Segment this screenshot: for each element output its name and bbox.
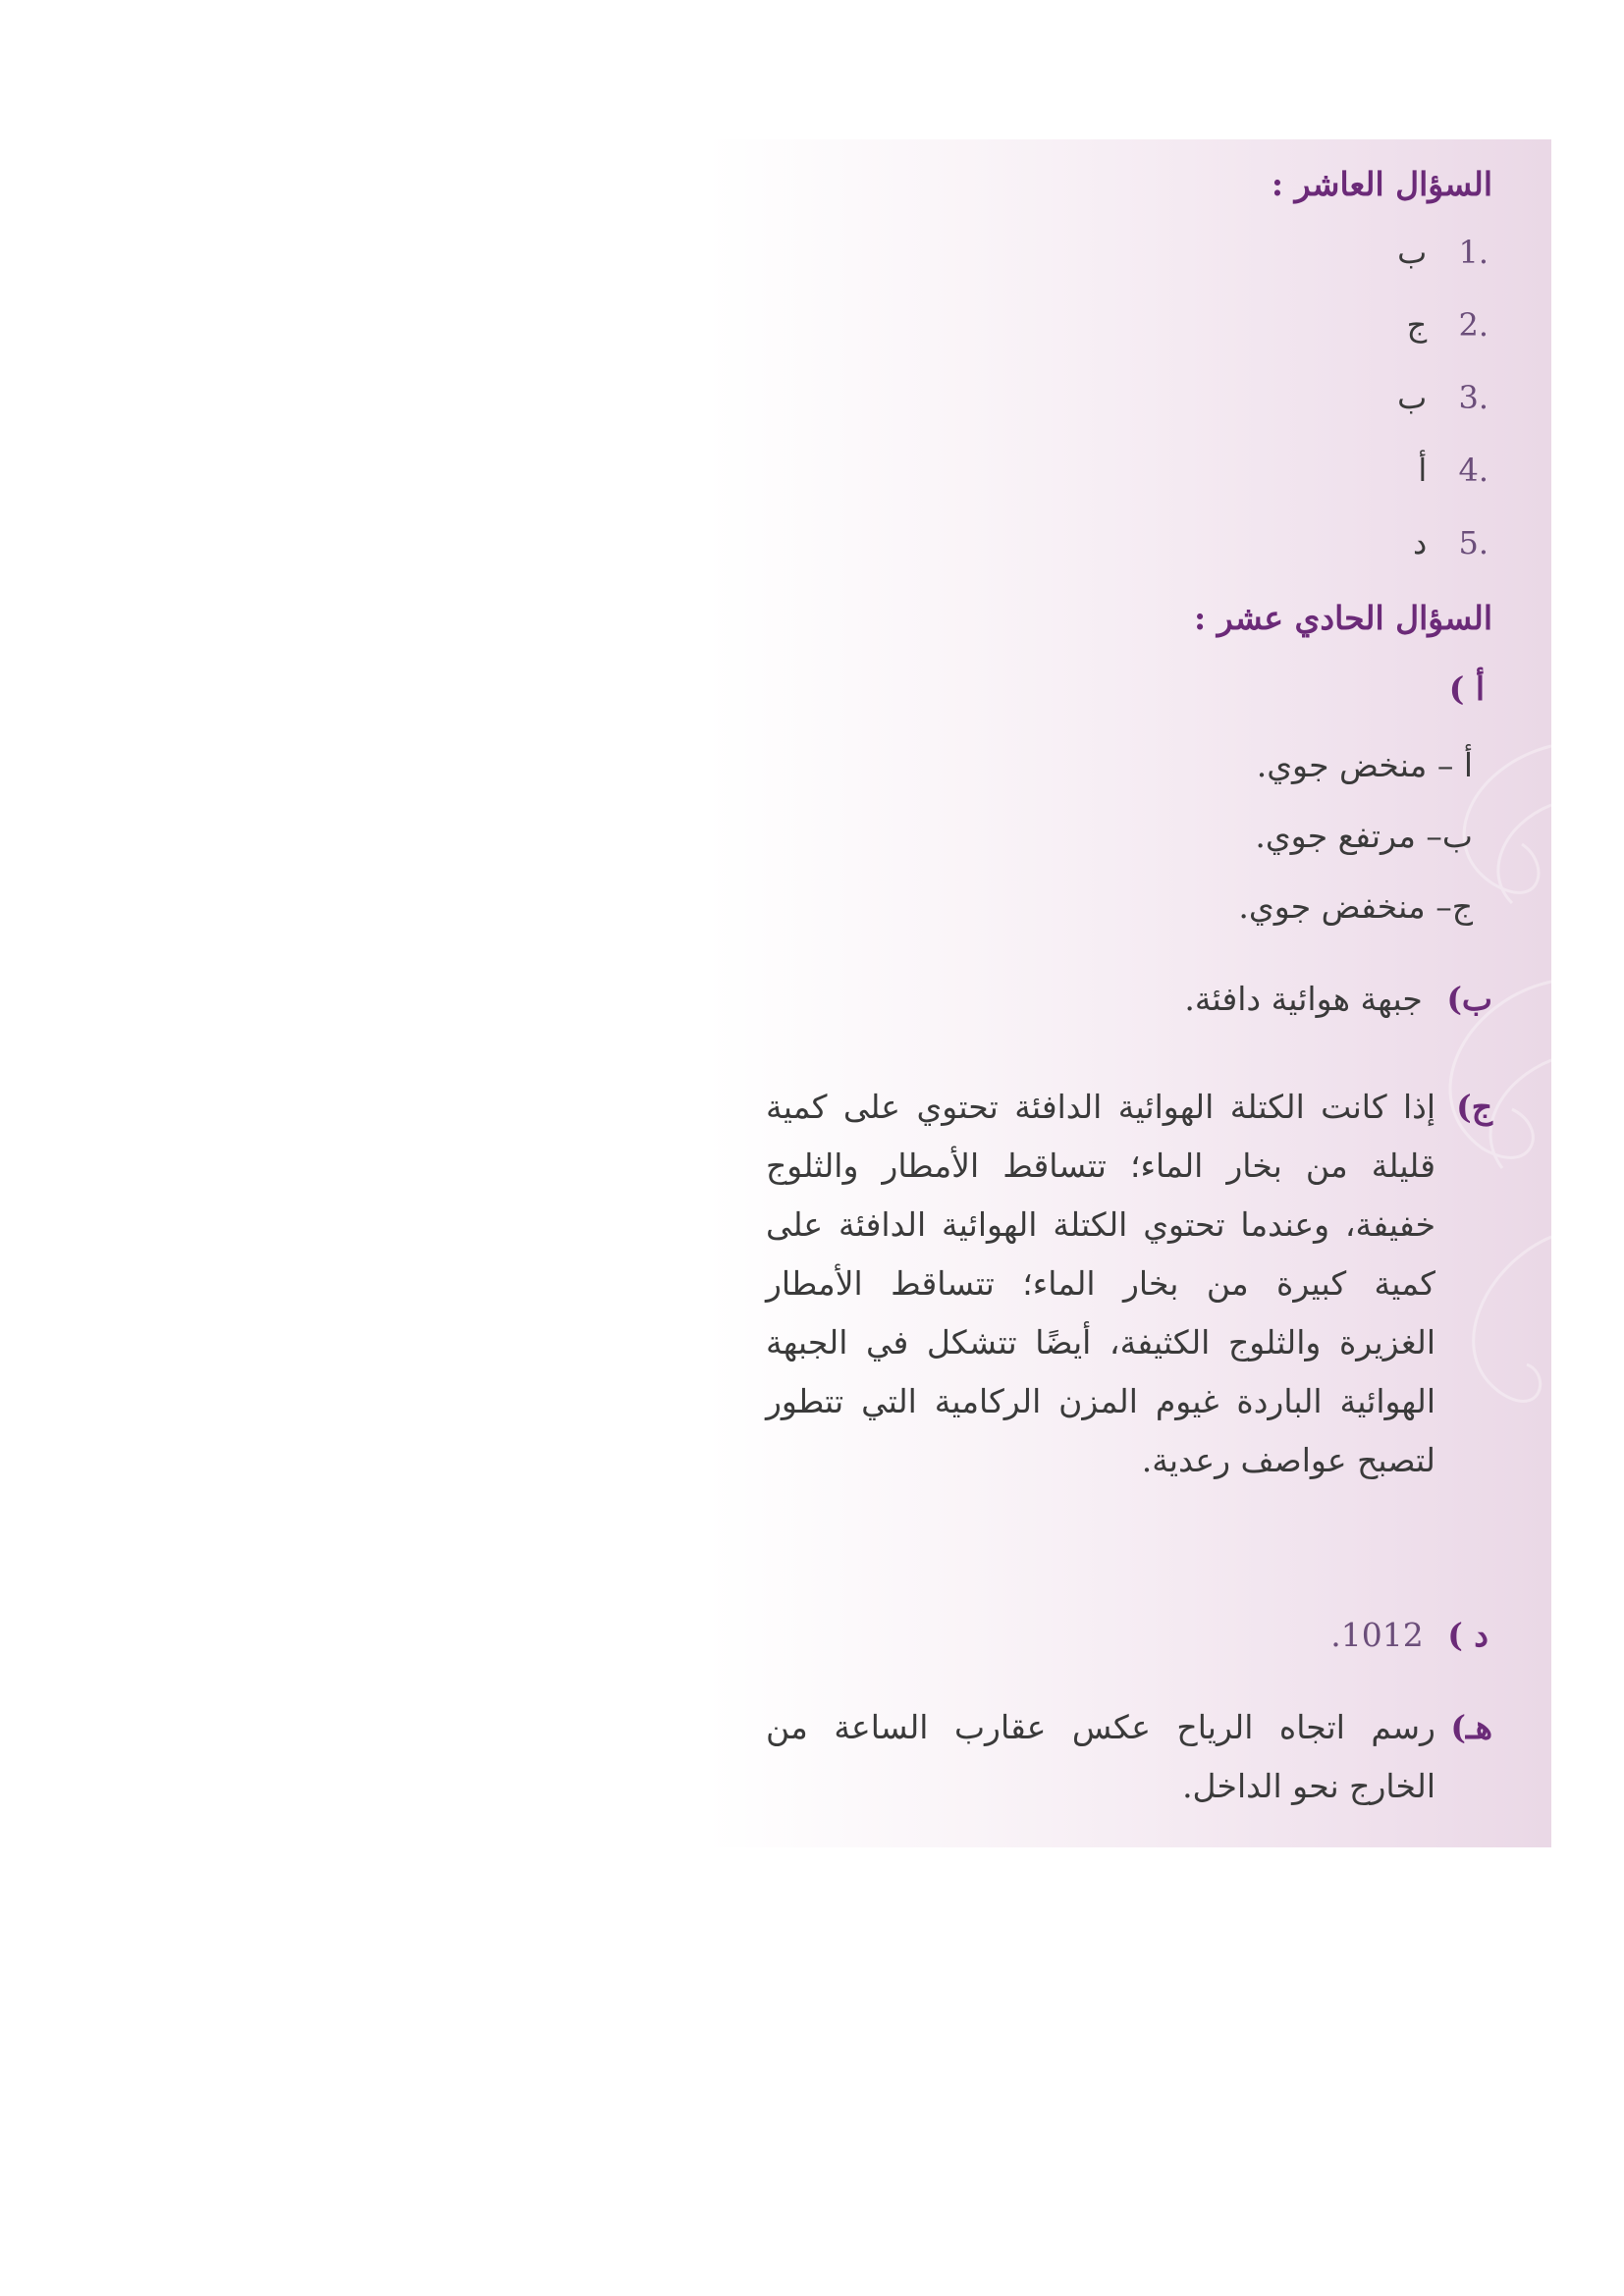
q11-part-c-label: ج) bbox=[1456, 1088, 1492, 1126]
q10-answer-2-value: ج bbox=[1406, 306, 1428, 344]
q10-answer-1-number: 1. bbox=[1458, 234, 1489, 271]
question-11-title: السؤال الحادي عشر : bbox=[1194, 599, 1492, 637]
q10-answer-5 bbox=[1413, 524, 1489, 561]
q10-answer-3-number: 3. bbox=[1458, 379, 1489, 416]
q10-answer-3 bbox=[1397, 379, 1489, 416]
q11-part-e bbox=[766, 1698, 1492, 1816]
q10-answer-2-number: 2. bbox=[1458, 306, 1489, 344]
q11-part-e-text: رسم اتجاه الرياح عكس عقارب الساعة من الخارج نحو الداخل. bbox=[766, 1708, 1435, 1805]
q11-part-a-item-3: ج– منخفض جوي. bbox=[1238, 887, 1473, 926]
q10-answer-4 bbox=[1418, 452, 1489, 489]
q11-part-b-label: ب) bbox=[1446, 980, 1492, 1018]
q11-part-a-item-2: ب– مرتفع جوي. bbox=[1255, 817, 1473, 855]
q10-answer-3-value: ب bbox=[1397, 379, 1428, 416]
q11-part-d-text: 1012. bbox=[1330, 1616, 1424, 1654]
q11-part-e-label: هـ) bbox=[1450, 1708, 1492, 1746]
q10-answer-5-value: د bbox=[1413, 524, 1428, 561]
q10-answer-2 bbox=[1407, 306, 1489, 344]
q11-part-c-text: إذا كانت الكتلة الهوائية الدافئة تحتوي على كمية قليلة من بخار الماء؛ تتساقط الأمطار والثلوج خفيفة، وعندما تحتوي الكتلة الهوائية الدافئة على كمية كبيرة من بخار الماء؛ تتساقط الأمطار الغزيرة والثلوج الكثيفة، أيضًا تتشكل في الجبهة الهوائية الباردة غيوم المزن الركامية التي تتطور لتصبح عواصف رعدية. bbox=[766, 1088, 1435, 1479]
q11-part-a-item-1: أ – منخض جوي. bbox=[1256, 746, 1473, 784]
q10-answer-5-number: 5. bbox=[1458, 524, 1489, 561]
q11-part-b-text: جبهة هوائية دافئة. bbox=[1184, 980, 1423, 1018]
q10-answer-4-number: 4. bbox=[1458, 452, 1489, 489]
question-10-title: السؤال العاشر : bbox=[1271, 165, 1492, 203]
q10-answer-1 bbox=[1397, 234, 1489, 271]
q11-part-c bbox=[766, 1078, 1492, 1490]
q10-answer-4-value: أ bbox=[1418, 452, 1428, 489]
q11-part-d bbox=[1330, 1616, 1489, 1654]
q11-part-d-label: د ) bbox=[1447, 1616, 1489, 1654]
q11-part-b bbox=[1184, 980, 1492, 1018]
q10-answer-1-value: ب bbox=[1397, 234, 1428, 271]
q11-part-a-label: أ ) bbox=[1448, 669, 1485, 708]
